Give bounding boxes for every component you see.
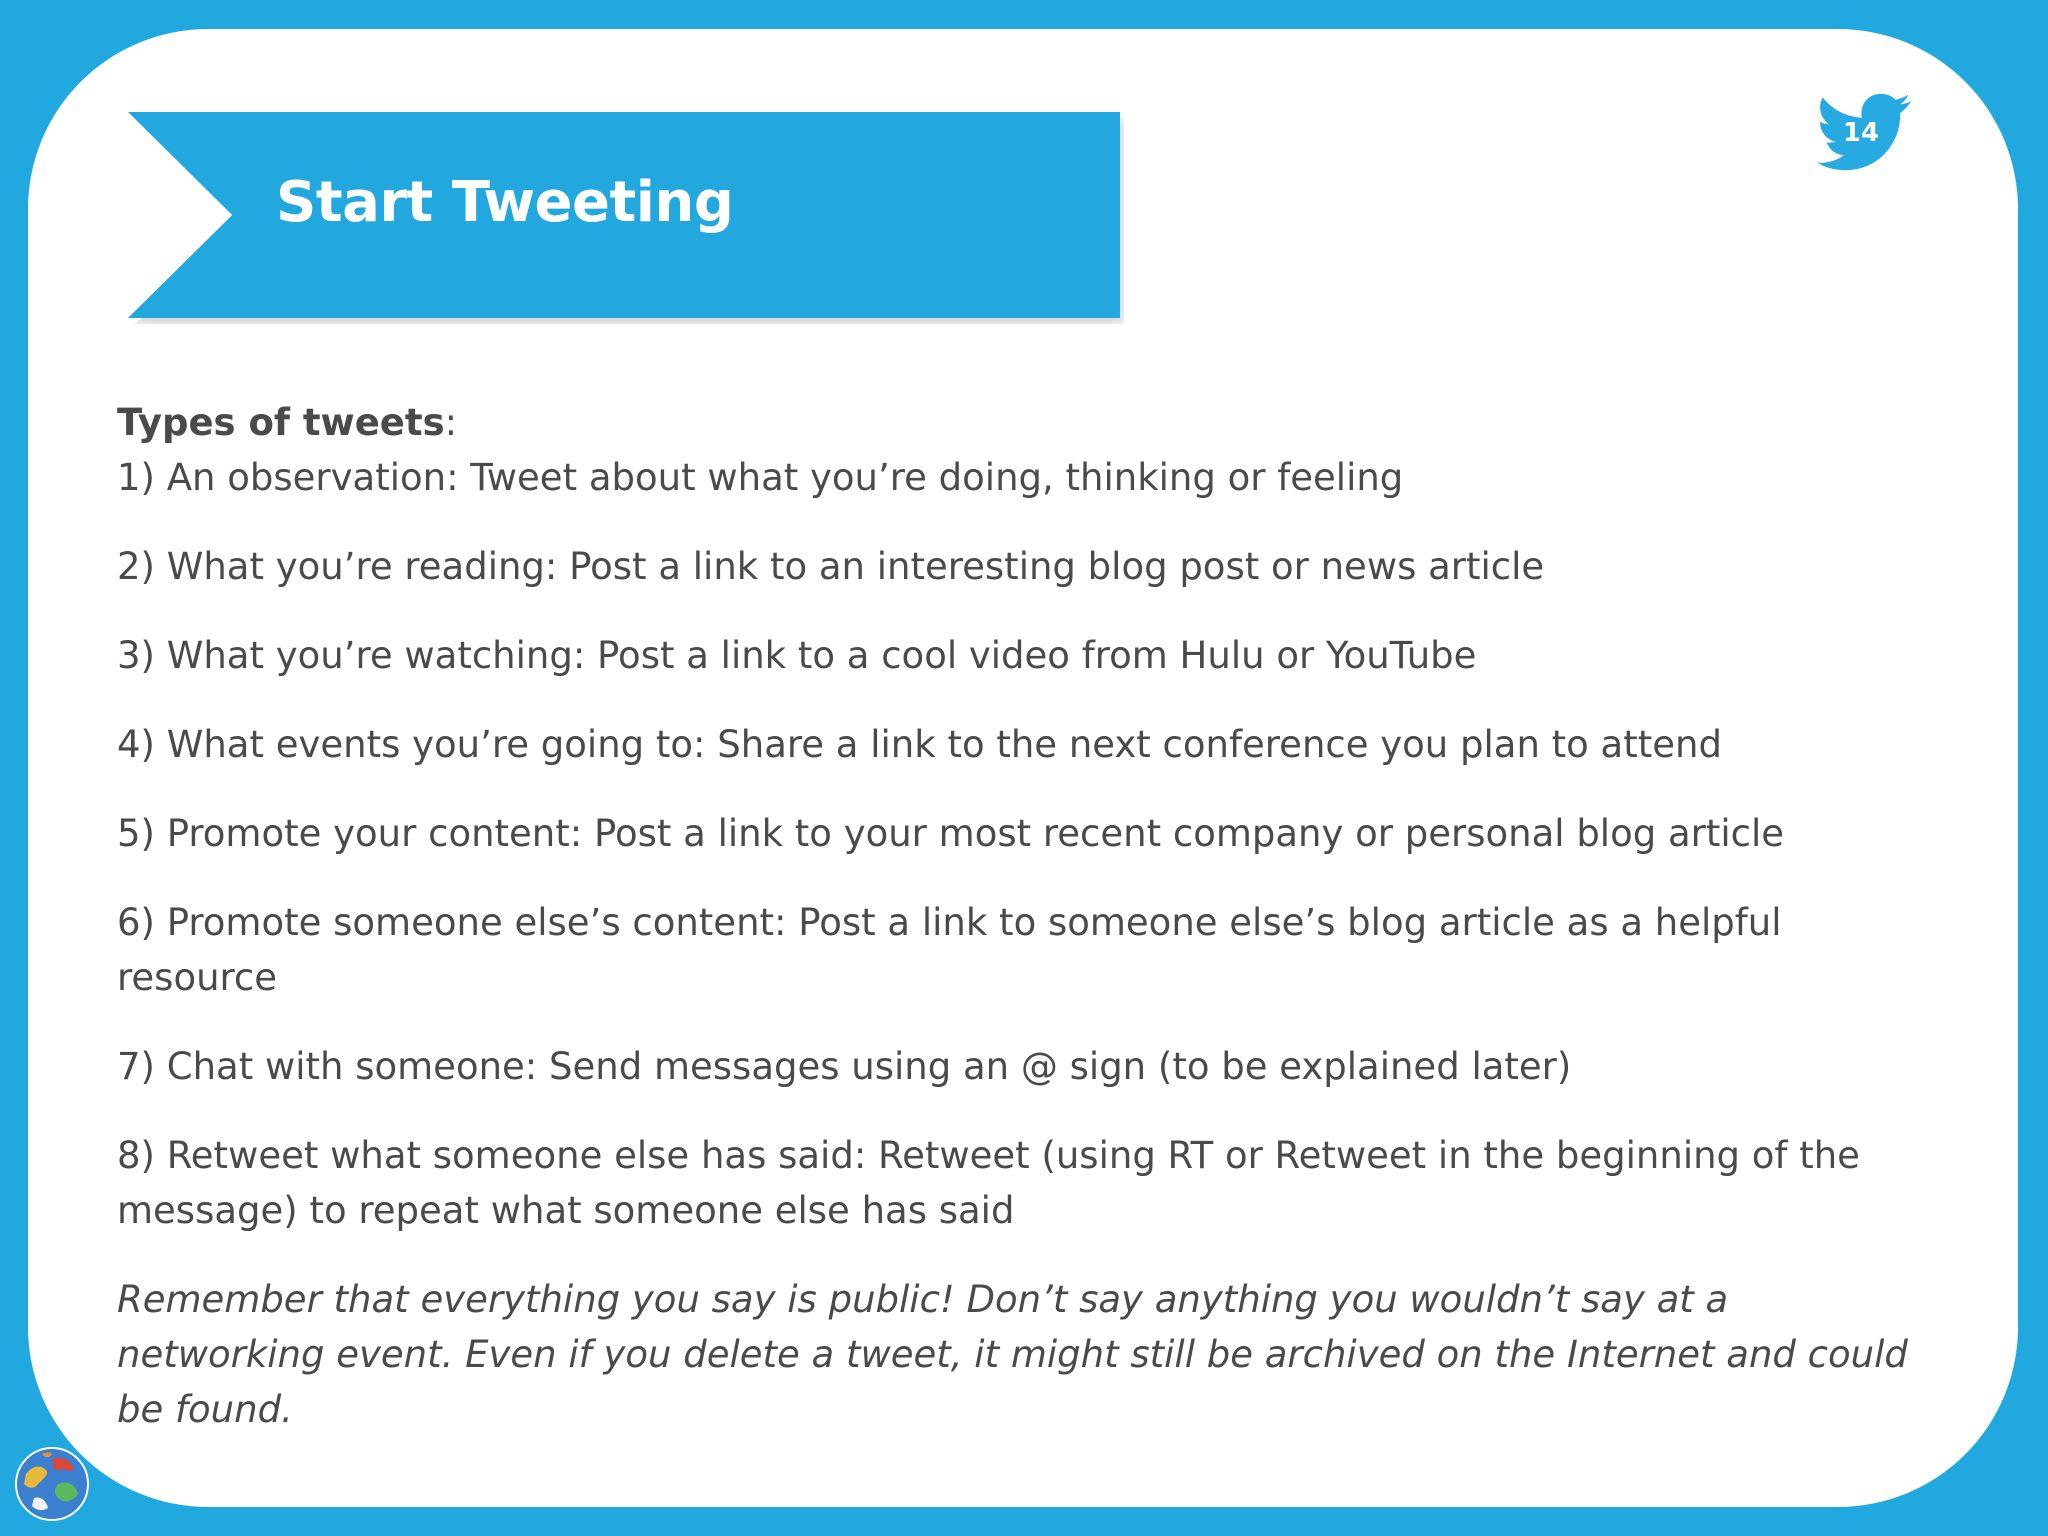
slide-title: Start Tweeting: [276, 170, 734, 235]
list-item: 2) What you’re reading: Post a link to an interesting blog post or news article: [117, 545, 1545, 588]
globe-icon: [12, 1444, 92, 1524]
section-heading-label: Types of tweets: [117, 401, 445, 444]
list-item: 8) Retweet what someone else has said: Retweet (using RT or Retweet in the beginning of the message) to repeat what someone else has said: [117, 1134, 1860, 1232]
list-item: 6) Promote someone else’s content: Post a link to someone else’s blog article as a helpful resource: [117, 901, 1782, 999]
section-heading: [117, 395, 1947, 450]
list-item: 3) What you’re watching: Post a link to a cool video from Hulu or YouTube: [117, 634, 1477, 677]
list-item: 1) An observation: Tweet about what you’re doing, thinking or feeling: [117, 456, 1404, 499]
page-number: 14: [1842, 118, 1880, 148]
tweet-types-list: [117, 450, 1947, 1238]
list-item: 4) What events you’re going to: Share a link to the next conference you plan to attend: [117, 723, 1722, 766]
closing-note: Remember that everything you say is public! Don’t say anything you wouldn’t say at a networking event. Even if you delete a tweet, it might still be archived on the Internet and could be found.: [117, 1278, 1908, 1431]
list-item: 5) Promote your content: Post a link to your most recent company or personal blog article: [117, 812, 1785, 855]
slide-content: [117, 395, 1947, 1437]
section-heading-colon: :: [444, 401, 458, 444]
list-item: 7) Chat with someone: Send messages using an @ sign (to be explained later): [117, 1045, 1572, 1088]
